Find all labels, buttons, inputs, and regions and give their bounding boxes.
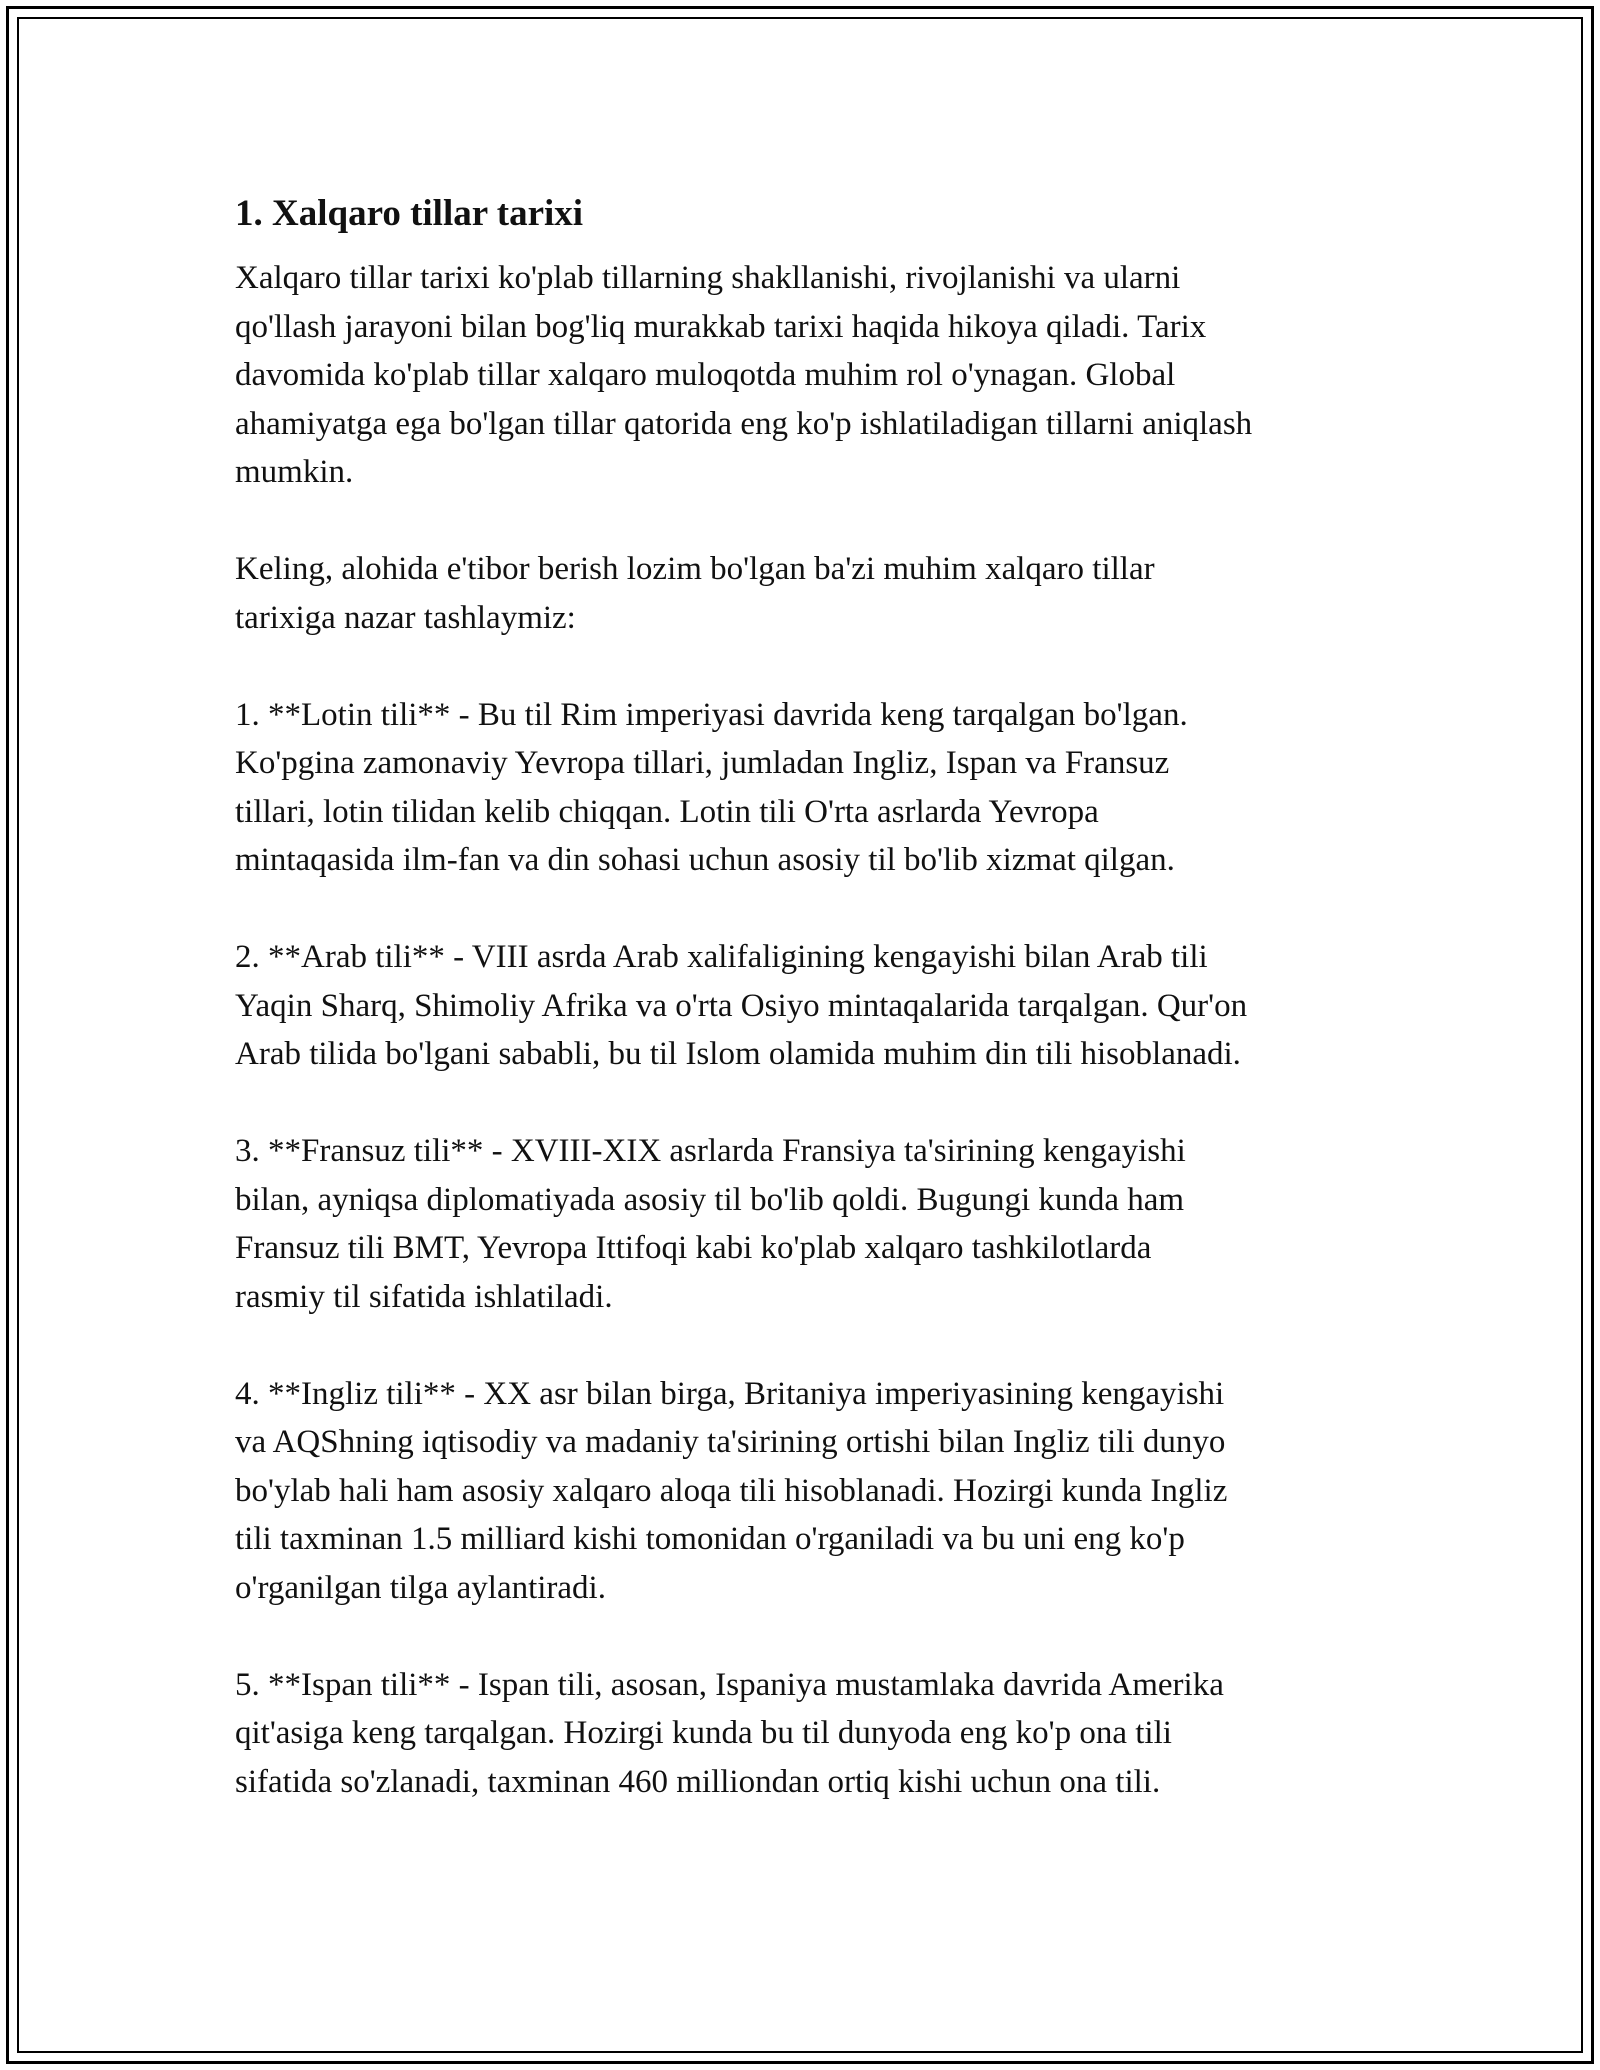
document-body [235, 186, 1385, 1855]
list-item-arabic: 2. **Arab tili** - VIII asrda Arab xalifaligining kengayishi bilan Arab tili Yaqin Sharq, Shimoliy Afrika va o'rta Osiyo mintaqalarida tarqalgan. Qur'on Arab tilida bo'lgani sababli, bu til Islom olamida muhim din tili hisoblanadi. [235, 939, 1248, 1072]
intro-paragraph: Xalqaro tillar tarixi ko'plab tillarning shakllanishi, rivojlanishi va ularni qo'llash jarayoni bilan bog'liq murakkab tarixi haqida hikoya qiladi. Tarix davomida ko'plab tillar xalqaro muloqotda muhim rol o'ynagan. Global ahamiyatga ega bo'lgan tillar qatorida eng ko'p ishlatiladigan tillarni aniqlash mumkin. [235, 260, 1253, 490]
list-item-english: 4. **Ingliz tili** - XX asr bilan birga, Britaniya imperiyasining kengayishi va AQShning iqtisodiy va madaniy ta'sirining ortishi bilan Ingliz tili dunyo bo'ylab hali ham asosiy xalqaro aloqa tili hisoblanadi. Hozirgi kunda Ingliz tili taxminan 1.5 milliard kishi tomonidan o'rganiladi va bu uni eng ko'p o'rganilgan tilga aylantiradi. [235, 1375, 1228, 1606]
list-item-french: 3. **Fransuz tili** - XVIII-XIX asrlarda Fransiya ta'sirining kengayishi bilan, ayniqsa diplomatiyada asosiy til bo'lib qoldi. Bugungi kunda ham Fransuz tili BMT, Yevropa Ittifoqi kabi ko'plab xalqaro tashkilotlarda rasmiy til sifatida ishlatiladi. [235, 1133, 1186, 1315]
lead-in-paragraph: Keling, alohida e'tibor berish lozim bo'lgan ba'zi muhim xalqaro tillar tarixiga nazar tashlaymiz: [235, 551, 1155, 636]
list-item-spanish: 5. **Ispan tili** - Ispan tili, asosan, Ispaniya mustamlaka davrida Amerika qit'asiga keng tarqalgan. Hozirgi kunda bu til dunyoda eng ko'p ona tili sifatida so'zlanadi, taxminan 460 milliondan ortiq kishi uchun ona tili. [235, 1666, 1224, 1800]
section-heading: 1. Xalqaro tillar tarixi [235, 193, 584, 234]
list-item-latin: 1. **Lotin tili** - Bu til Rim imperiyasi davrida keng tarqalgan bo'lgan. Ko'pgina zamonaviy Yevropa tillari, jumladan Ingliz, Ispan va Fransuz tillari, lotin tilidan kelib chiqqan. Lotin tili O'rta asrlarda Yevropa mintaqasida ilm-fan va din sohasi uchun asosiy til bo'lib xizmat qilgan. [235, 696, 1188, 878]
